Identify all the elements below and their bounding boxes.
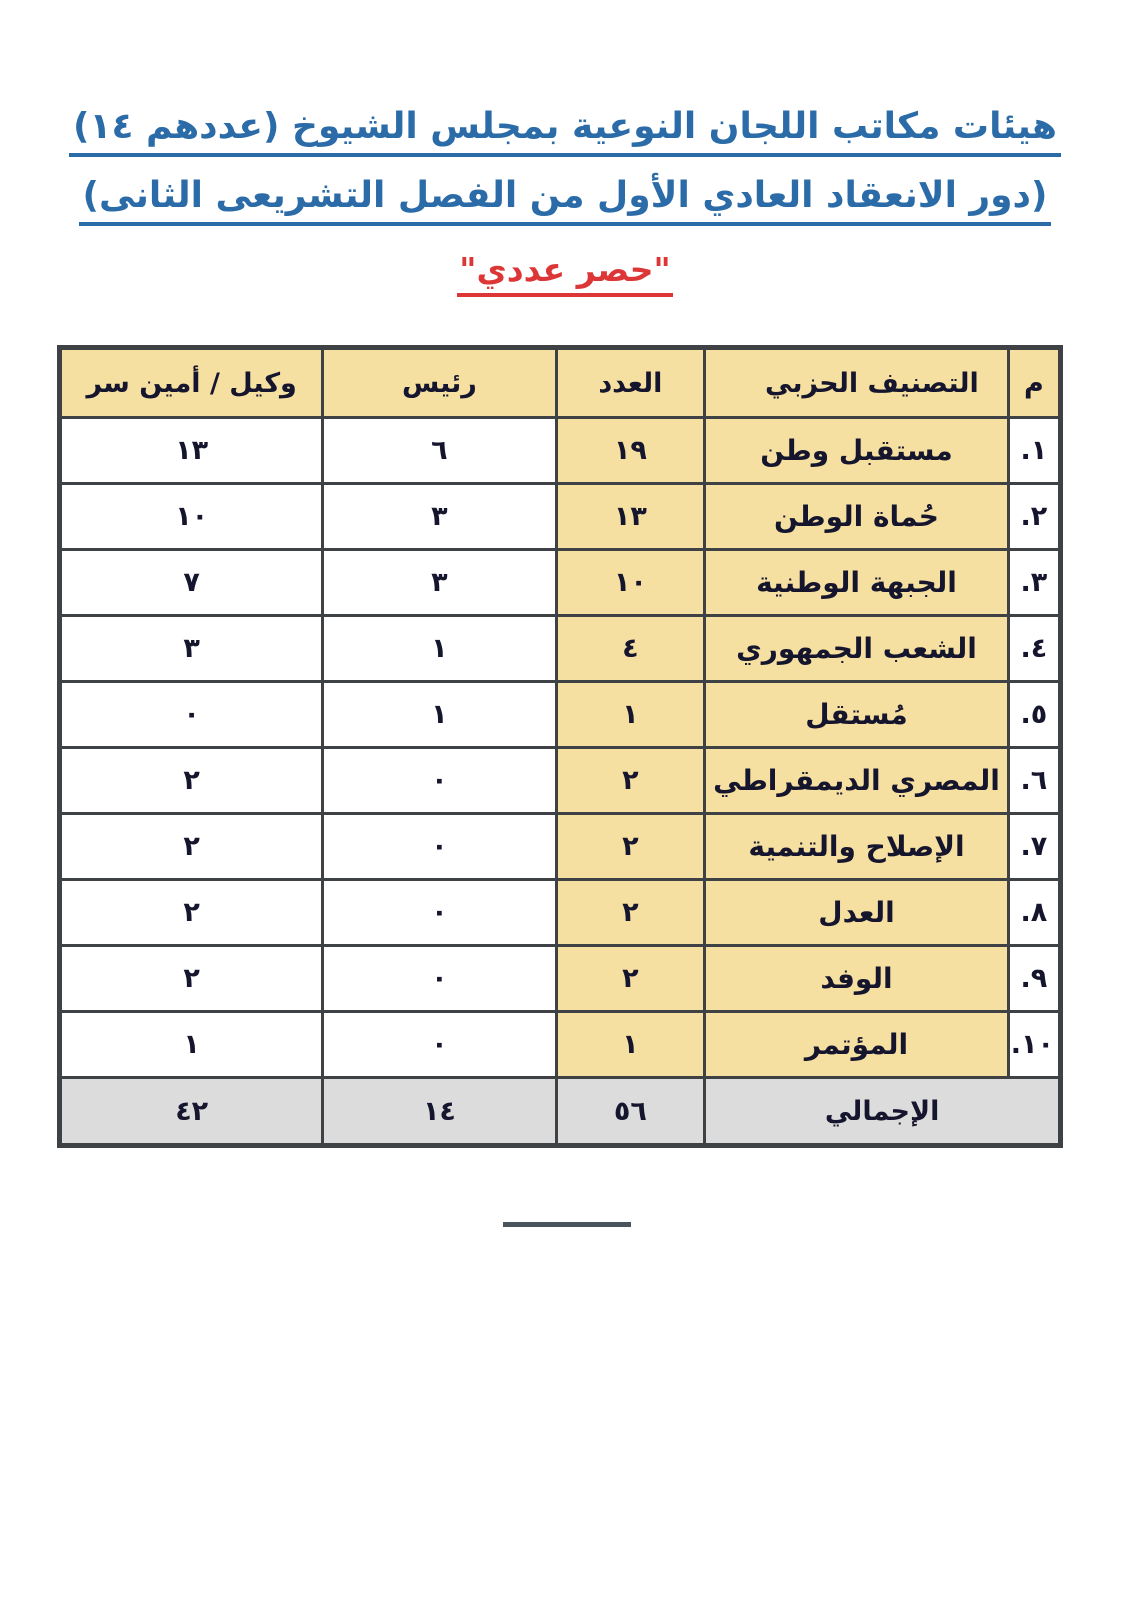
table-row (60, 550, 1061, 616)
row-chair-cell: ٠ (323, 1012, 556, 1078)
row-deputy-cell: ١ (60, 1012, 323, 1078)
header-count: العدد (556, 348, 705, 418)
header-index: م (1008, 348, 1060, 418)
row-chair-cell: ١ (323, 616, 556, 682)
row-count-cell: ٢ (556, 880, 705, 946)
row-deputy-cell: ٢ (60, 880, 323, 946)
row-index-cell: ١. (1008, 418, 1060, 484)
row-party-cell: الوفد (705, 946, 1009, 1012)
table-row (60, 418, 1061, 484)
row-count-cell: ١٩ (556, 418, 705, 484)
row-count-cell: ١ (556, 682, 705, 748)
table-body (60, 418, 1061, 1078)
row-count-cell: ٢ (556, 814, 705, 880)
header-party: التصنيف الحزبي (705, 348, 1009, 418)
row-index-cell: ١٠. (1008, 1012, 1060, 1078)
row-party-cell: حُماة الوطن (705, 484, 1009, 550)
row-party-cell: المصري الديمقراطي (705, 748, 1009, 814)
total-chair-cell: ١٤ (323, 1078, 556, 1146)
table-row (60, 814, 1061, 880)
table-row (60, 748, 1061, 814)
table-row (60, 880, 1061, 946)
row-party-cell: الإصلاح والتنمية (705, 814, 1009, 880)
row-index-cell: ٤. (1008, 616, 1060, 682)
row-index-cell: ٦. (1008, 748, 1060, 814)
row-deputy-cell: ٧ (60, 550, 323, 616)
row-party-cell: الشعب الجمهوري (705, 616, 1009, 682)
row-count-cell: ١٣ (556, 484, 705, 550)
row-party-cell: الجبهة الوطنية (705, 550, 1009, 616)
row-index-cell: ٨. (1008, 880, 1060, 946)
row-party-cell: العدل (705, 880, 1009, 946)
row-party-cell: مُستقل (705, 682, 1009, 748)
row-count-cell: ٢ (556, 748, 705, 814)
document-header (0, 104, 1130, 297)
row-deputy-cell: ١٠ (60, 484, 323, 550)
row-deputy-cell: ٠ (60, 682, 323, 748)
row-deputy-cell: ٣ (60, 616, 323, 682)
row-chair-cell: ٣ (323, 550, 556, 616)
row-deputy-cell: ١٣ (60, 418, 323, 484)
row-index-cell: ٩. (1008, 946, 1060, 1012)
row-chair-cell: ٠ (323, 946, 556, 1012)
row-chair-cell: ٣ (323, 484, 556, 550)
end-of-document-rule (503, 1222, 631, 1227)
total-count-cell: ٥٦ (556, 1078, 705, 1146)
table-row (60, 616, 1061, 682)
row-deputy-cell: ٢ (60, 814, 323, 880)
total-label-cell: الإجمالي (705, 1078, 1061, 1146)
row-chair-cell: ٠ (323, 748, 556, 814)
row-chair-cell: ٠ (323, 880, 556, 946)
row-count-cell: ٢ (556, 946, 705, 1012)
header-deputy: وكيل / أمين سر (60, 348, 323, 418)
document-title-line2: (دور الانعقاد العادي الأول من الفصل التشريعى الثانى) (79, 173, 1052, 226)
row-chair-cell: ١ (323, 682, 556, 748)
table-row (60, 682, 1061, 748)
table-row (60, 1012, 1061, 1078)
table-header-row (60, 348, 1061, 418)
row-deputy-cell: ٢ (60, 946, 323, 1012)
document-title-line1: هيئات مكاتب اللجان النوعية بمجلس الشيوخ (عددهم ١٤) (69, 104, 1061, 157)
row-count-cell: ١٠ (556, 550, 705, 616)
row-index-cell: ٢. (1008, 484, 1060, 550)
total-deputy-cell: ٤٢ (60, 1078, 323, 1146)
row-party-cell: مستقبل وطن (705, 418, 1009, 484)
table-row (60, 946, 1061, 1012)
party-committee-table (57, 345, 1063, 1148)
row-index-cell: ٣. (1008, 550, 1060, 616)
row-chair-cell: ٦ (323, 418, 556, 484)
row-count-cell: ٤ (556, 616, 705, 682)
row-chair-cell: ٠ (323, 814, 556, 880)
total-row (60, 1078, 1061, 1146)
header-chair: رئيس (323, 348, 556, 418)
row-deputy-cell: ٢ (60, 748, 323, 814)
document-subtitle: "حصر عددي" (457, 250, 673, 297)
row-count-cell: ١ (556, 1012, 705, 1078)
row-index-cell: ٧. (1008, 814, 1060, 880)
table-row (60, 484, 1061, 550)
row-index-cell: ٥. (1008, 682, 1060, 748)
row-party-cell: المؤتمر (705, 1012, 1009, 1078)
